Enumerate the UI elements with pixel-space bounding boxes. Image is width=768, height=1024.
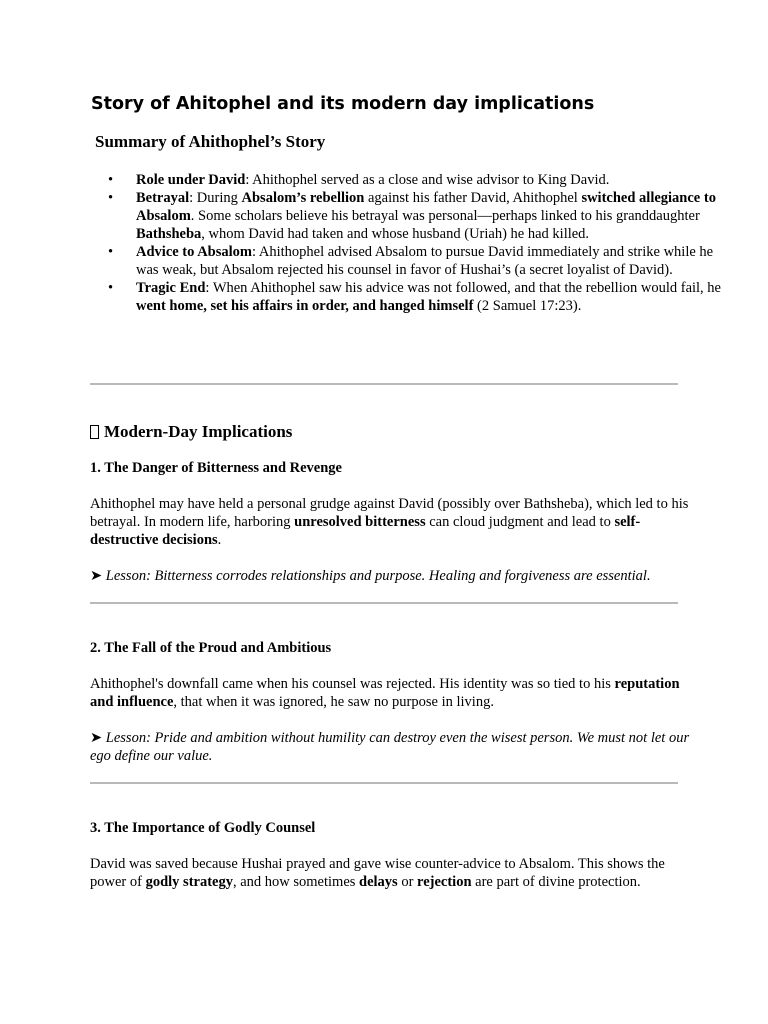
text-run: against his father David, Ahithophel bbox=[364, 190, 582, 206]
bold-text: self-destructive decisions bbox=[90, 514, 641, 548]
section-3-paragraph bbox=[90, 855, 690, 891]
section-1-lesson bbox=[90, 567, 690, 585]
text-run: (2 Samuel 17:23). bbox=[473, 298, 582, 314]
bold-text: rejection bbox=[417, 874, 472, 890]
arrow-icon: ➤ bbox=[90, 568, 103, 584]
section-2-heading: 2. The Fall of the Proud and Ambitious bbox=[90, 640, 332, 656]
text-run: or bbox=[397, 874, 418, 890]
section-2-lesson bbox=[90, 729, 690, 765]
summary-item-role bbox=[136, 171, 736, 189]
summary-list bbox=[90, 171, 736, 315]
bold-text: unresolved bitterness bbox=[294, 514, 426, 530]
text-run: can cloud judgment and lead to bbox=[425, 514, 615, 530]
bold-text: Advice to Absalom bbox=[136, 244, 252, 260]
bold-text: reputation and influence bbox=[90, 676, 680, 710]
section-1-paragraph bbox=[90, 495, 690, 549]
page-title: Story of Ahitophel and its modern day implications bbox=[91, 94, 595, 114]
section-3-heading: 3. The Importance of Godly Counsel bbox=[90, 820, 316, 836]
summary-heading: Summary of Ahithophel’s Story bbox=[95, 132, 326, 151]
divider bbox=[90, 602, 678, 604]
bold-text: Tragic End bbox=[136, 280, 206, 296]
text-run: : When Ahithophel saw his advice was not followed, and that the rebellion would fail, he bbox=[205, 280, 721, 296]
summary-item-advice bbox=[136, 243, 736, 279]
summary-item-tragic-end bbox=[136, 279, 736, 315]
text-run: David was saved because Hushai prayed and gave wise counter-advice to Absalom. This shows the power of bbox=[90, 856, 665, 890]
bold-text: Betrayal bbox=[136, 190, 190, 206]
text-run: : Ahithophel advised Absalom to pursue David immediately and strike while he was weak, but Absalom rejected his counsel in favor of Hushai’s (a secret loyalist of David). bbox=[136, 244, 714, 278]
section-2-paragraph bbox=[90, 675, 690, 711]
text-run: : During bbox=[189, 190, 242, 206]
summary-item-betrayal bbox=[136, 189, 736, 243]
section-1-heading: 1. The Danger of Bitterness and Revenge bbox=[90, 460, 342, 476]
bold-text: Bathsheba bbox=[136, 226, 202, 242]
section-2-lesson-text: Lesson: Pride and ambition without humility can destroy even the wisest person. We must not let our ego define our value. bbox=[90, 730, 690, 764]
arrow-icon: ➤ bbox=[90, 730, 103, 746]
text-run: Ahithophel's downfall came when his counsel was rejected. His identity was so tied to his bbox=[90, 676, 615, 692]
text-run: , whom David had taken and whose husband (Uriah) he had killed. bbox=[201, 226, 590, 242]
text-run: are part of divine protection. bbox=[471, 874, 641, 890]
bold-text: Absalom’s rebellion bbox=[241, 190, 365, 206]
text-run: . Some scholars believe his betrayal was personal—perhaps linked to his granddaughter bbox=[190, 208, 700, 224]
bold-text: went home, set his affairs in order, and hanged himself bbox=[136, 298, 474, 314]
modern-implications-label: Modern-Day Implications bbox=[104, 422, 293, 441]
text-run: Ahithophel may have held a personal grudge against David (possibly over Bathsheba), which led to his betrayal. In modern life, harboring bbox=[90, 496, 689, 530]
section-1-lesson-text: Lesson: Bitterness corrodes relationships and purpose. Healing and forgiveness are essential. bbox=[105, 568, 651, 584]
bold-text: Role under David bbox=[136, 172, 246, 188]
divider bbox=[90, 383, 678, 385]
bold-text: godly strategy bbox=[145, 874, 233, 890]
divider bbox=[90, 782, 678, 784]
text-run: , that when it was ignored, he saw no purpose in living. bbox=[173, 694, 494, 710]
text-run: : Ahithophel served as a close and wise advisor to King David. bbox=[245, 172, 610, 188]
missing-glyph-icon bbox=[90, 425, 99, 439]
bold-text: delays bbox=[359, 874, 398, 890]
bold-text: switched allegiance to Absalom bbox=[136, 190, 716, 224]
text-run: , and how sometimes bbox=[232, 874, 360, 890]
text-run: . bbox=[217, 532, 222, 548]
modern-implications-heading bbox=[90, 421, 292, 443]
